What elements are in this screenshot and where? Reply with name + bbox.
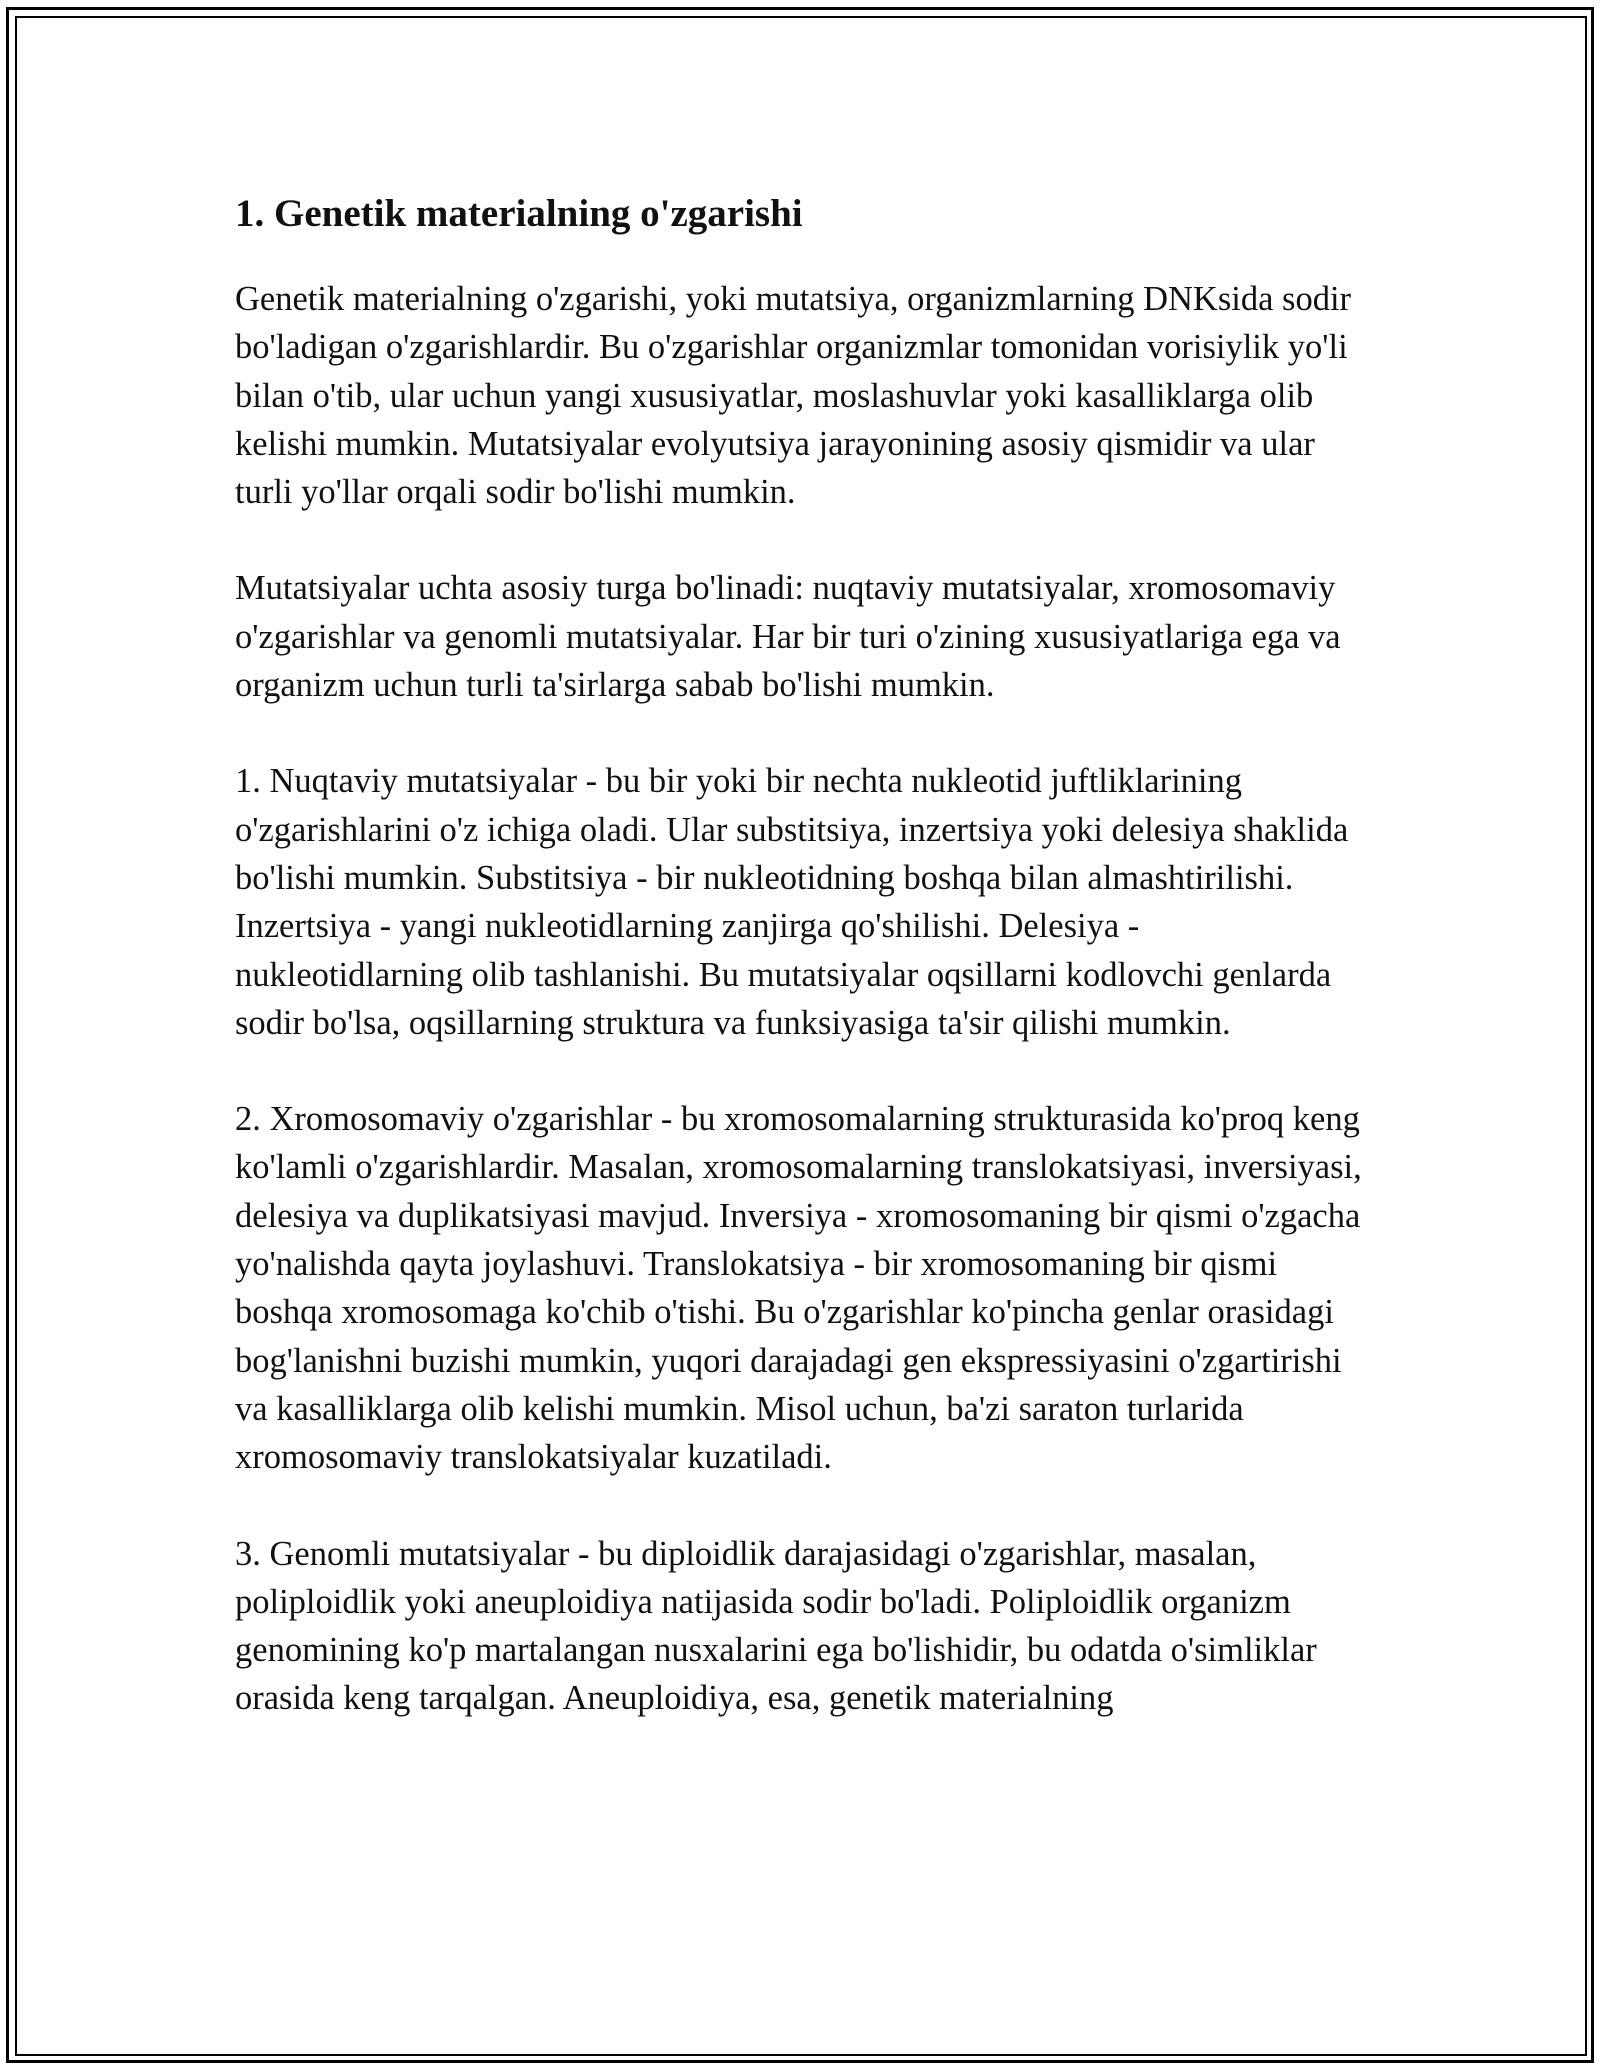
paragraph-mutation-types: Mutatsiyalar uchta asosiy turga bo'linadi: nuqtaviy mutatsiyalar, xromosomaviy o'zgarishlar va genomli mutatsiyalar. Har bir turi o'zining xususiyatlariga ega va organizm uchun turli ta'sirlarga sabab bo'lishi mumkin. (235, 569, 1341, 705)
document-title: 1. Genetik materialning o'zgarishi (235, 192, 803, 235)
paragraph-point-mutations: 1. Nuqtaviy mutatsiyalar - bu bir yoki bir nechta nukleotid juftliklarining o'zgarishlarini o'z ichiga oladi. Ular substitsiya, inzertsiya yoki delesiya shaklida bo'lishi mumkin. Substitsiya - bir nukleotidning boshqa bilan almashtirilishi. Inzertsiya - yangi nukleotidlarning zanjirga qo'shilishi. Delesiya - nukleotidlarning olib tashlanishi. Bu mutatsiyalar oqsillarni kodlovchi genlarda sodir bo'lsa, oqsillarning struktura va funksiyasiga ta'sir qilishi mumkin. (235, 762, 1349, 1042)
paragraph-intro: Genetik materialning o'zgarishi, yoki mutatsiya, organizmlarning DNKsida sodir bo'ladigan o'zgarishlardir. Bu o'zgarishlar organizmlar tomonidan vorisiylik yo'li bilan o'tib, ular uchun yangi xususiyatlar, moslashuvlar yoki kasalliklarga olib kelishi mumkin. Mutatsiyalar evolyutsiya jarayonining asosiy qismidir va ular turli yo'llar orqali sodir bo'lishi mumkin. (235, 280, 1352, 512)
paragraph-chromosomal-changes: 2. Xromosomaviy o'zgarishlar - bu xromosomalarning strukturasida ko'proq keng ko'lamli o'zgarishlardir. Masalan, xromosomalarning translokatsiyasi, inversiyasi, delesiya va duplikatsiyasi mavjud. Inversiya - xromosomaning bir qismi o'zgacha yo'nalishda qayta joylashuvi. Translokatsiya - bir xromosomaning bir qismi boshqa xromosomaga ko'chib o'tishi. Bu o'zgarishlar ko'pincha genlar orasidagi bog'lanishni buzishi mumkin, yuqori darajadagi gen ekspressiyasini o'zgartirishi va kasalliklarga olib kelishi mumkin. Misol uchun, ba'zi saraton turlarida xromosomaviy translokatsiyalar kuzatiladi. (235, 1100, 1362, 1477)
document-body (235, 185, 1365, 1723)
paragraph-genomic-mutations: 3. Genomli mutatsiyalar - bu diploidlik darajasidagi o'zgarishlar, masalan, poliploidlik yoki aneuploidiya natijasida sodir bo'ladi. Poliploidlik organizm genomining ko'p martalangan nusxalarini ega bo'lishidir, bu odatda o'simliklar orasida keng tarqalgan. Aneuploidiya, esa, genetik materialning (235, 1534, 1317, 1718)
